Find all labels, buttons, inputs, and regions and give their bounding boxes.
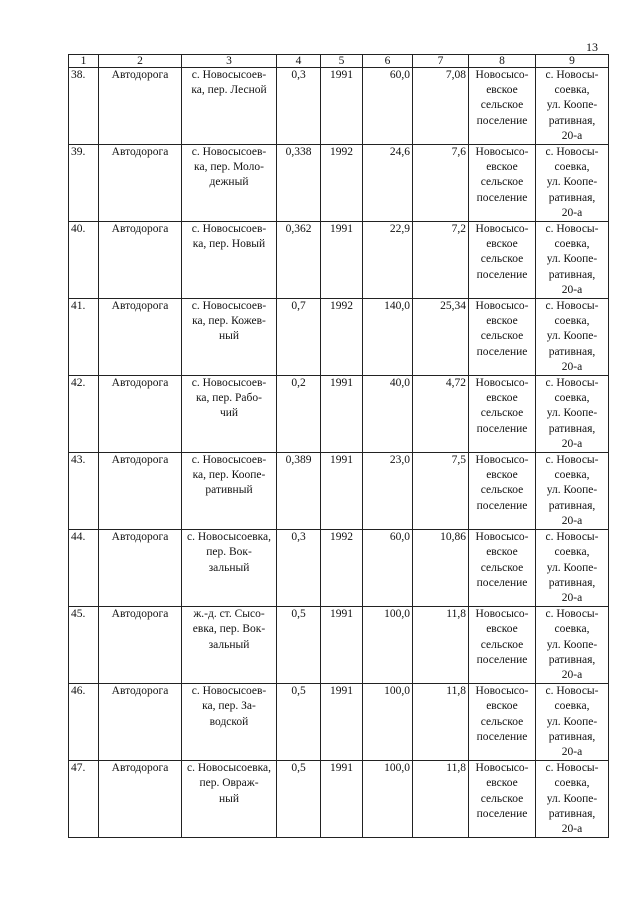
year: 1991: [321, 68, 363, 145]
year: 1991: [321, 761, 363, 838]
owner-address: с. Новосы- соевка, ул. Коопе- ративная, 20-а: [536, 145, 609, 222]
owner-address: с. Новосы- соевка, ул. Коопе- ративная, 20-а: [536, 222, 609, 299]
row-number: 46.: [69, 684, 99, 761]
column-header: 4: [277, 55, 321, 68]
object-type: Автодорога: [99, 453, 182, 530]
owner: Новосысо- евское сельское поселение: [469, 376, 536, 453]
length: 0,362: [277, 222, 321, 299]
year: 1991: [321, 376, 363, 453]
location: с. Новосысоев- ка, пер. Моло- дежный: [182, 145, 277, 222]
owner: Новосысо- евское сельское поселение: [469, 761, 536, 838]
column-header: 9: [536, 55, 609, 68]
table-row: [69, 684, 609, 761]
length: 0,389: [277, 453, 321, 530]
area: 22,9: [363, 222, 413, 299]
table-row: [69, 376, 609, 453]
location: с. Новосысоев- ка, пер. За- водской: [182, 684, 277, 761]
area: 24,6: [363, 145, 413, 222]
location: с. Новосысоевка, пер. Овраж- ный: [182, 761, 277, 838]
object-type: Автодорога: [99, 145, 182, 222]
object-type: Автодорога: [99, 684, 182, 761]
column-header: 8: [469, 55, 536, 68]
table-row: [69, 607, 609, 684]
road-registry-table: [68, 54, 609, 838]
length: 0,5: [277, 761, 321, 838]
object-type: Автодорога: [99, 607, 182, 684]
object-type: Автодорога: [99, 299, 182, 376]
value: 4,72: [413, 376, 469, 453]
year: 1992: [321, 145, 363, 222]
row-number: 38.: [69, 68, 99, 145]
owner: Новосысо- евское сельское поселение: [469, 222, 536, 299]
column-header: 1: [69, 55, 99, 68]
value: 7,2: [413, 222, 469, 299]
location: с. Новосысоев- ка, пер. Рабо- чий: [182, 376, 277, 453]
value: 11,8: [413, 684, 469, 761]
table-row: [69, 68, 609, 145]
year: 1992: [321, 299, 363, 376]
object-type: Автодорога: [99, 530, 182, 607]
area: 100,0: [363, 761, 413, 838]
location: с. Новосысоевка, пер. Вок- зальный: [182, 530, 277, 607]
column-header: 7: [413, 55, 469, 68]
value: 7,6: [413, 145, 469, 222]
owner-address: с. Новосы- соевка, ул. Коопе- ративная, 20-а: [536, 376, 609, 453]
row-number: 41.: [69, 299, 99, 376]
year: 1992: [321, 530, 363, 607]
owner: Новосысо- евское сельское поселение: [469, 68, 536, 145]
value: 25,34: [413, 299, 469, 376]
row-number: 45.: [69, 607, 99, 684]
location: с. Новосысоев- ка, пер. Кожев- ный: [182, 299, 277, 376]
table-row: [69, 222, 609, 299]
area: 23,0: [363, 453, 413, 530]
column-header: 5: [321, 55, 363, 68]
location: с. Новосысоев- ка, пер. Лесной: [182, 68, 277, 145]
object-type: Автодорога: [99, 222, 182, 299]
object-type: Автодорога: [99, 376, 182, 453]
location: с. Новосысоев- ка, пер. Новый: [182, 222, 277, 299]
area: 100,0: [363, 684, 413, 761]
location: ж.-д. ст. Сысо- евка, пер. Вок- зальный: [182, 607, 277, 684]
owner: Новосысо- евское сельское поселение: [469, 607, 536, 684]
table-row: [69, 145, 609, 222]
table-row: [69, 453, 609, 530]
area: 60,0: [363, 68, 413, 145]
owner-address: с. Новосы- соевка, ул. Коопе- ративная, 20-а: [536, 684, 609, 761]
length: 0,2: [277, 376, 321, 453]
value: 11,8: [413, 761, 469, 838]
owner-address: с. Новосы- соевка, ул. Коопе- ративная, 20-а: [536, 530, 609, 607]
owner-address: с. Новосы- соевка, ул. Коопе- ративная, 20-а: [536, 299, 609, 376]
object-type: Автодорога: [99, 761, 182, 838]
year: 1991: [321, 684, 363, 761]
row-number: 42.: [69, 376, 99, 453]
length: 0,7: [277, 299, 321, 376]
row-number: 40.: [69, 222, 99, 299]
owner: Новосысо- евское сельское поселение: [469, 299, 536, 376]
length: 0,3: [277, 530, 321, 607]
value: 7,5: [413, 453, 469, 530]
table-row: [69, 530, 609, 607]
value: 11,8: [413, 607, 469, 684]
column-number-row: [69, 55, 609, 68]
row-number: 47.: [69, 761, 99, 838]
column-header: 3: [182, 55, 277, 68]
length: 0,3: [277, 68, 321, 145]
table-row: [69, 761, 609, 838]
owner-address: с. Новосы- соевка, ул. Коопе- ративная, 20-а: [536, 453, 609, 530]
column-header: 2: [99, 55, 182, 68]
location: с. Новосысоев- ка, пер. Коопе- ративный: [182, 453, 277, 530]
owner-address: с. Новосы- соевка, ул. Коопе- ративная, 20-а: [536, 607, 609, 684]
value: 7,08: [413, 68, 469, 145]
column-header: 6: [363, 55, 413, 68]
table-row: [69, 299, 609, 376]
year: 1991: [321, 222, 363, 299]
row-number: 43.: [69, 453, 99, 530]
year: 1991: [321, 453, 363, 530]
owner-address: с. Новосы- соевка, ул. Коопе- ративная, 20-а: [536, 761, 609, 838]
owner: Новосысо- евское сельское поселение: [469, 453, 536, 530]
area: 40,0: [363, 376, 413, 453]
value: 10,86: [413, 530, 469, 607]
length: 0,5: [277, 684, 321, 761]
length: 0,5: [277, 607, 321, 684]
area: 100,0: [363, 607, 413, 684]
year: 1991: [321, 607, 363, 684]
owner: Новосысо- евское сельское поселение: [469, 145, 536, 222]
row-number: 44.: [69, 530, 99, 607]
owner: Новосысо- евское сельское поселение: [469, 684, 536, 761]
object-type: Автодорога: [99, 68, 182, 145]
area: 60,0: [363, 530, 413, 607]
owner: Новосысо- евское сельское поселение: [469, 530, 536, 607]
length: 0,338: [277, 145, 321, 222]
area: 140,0: [363, 299, 413, 376]
row-number: 39.: [69, 145, 99, 222]
page-number: 13: [586, 40, 598, 54]
owner-address: с. Новосы- соевка, ул. Коопе- ративная, 20-а: [536, 68, 609, 145]
